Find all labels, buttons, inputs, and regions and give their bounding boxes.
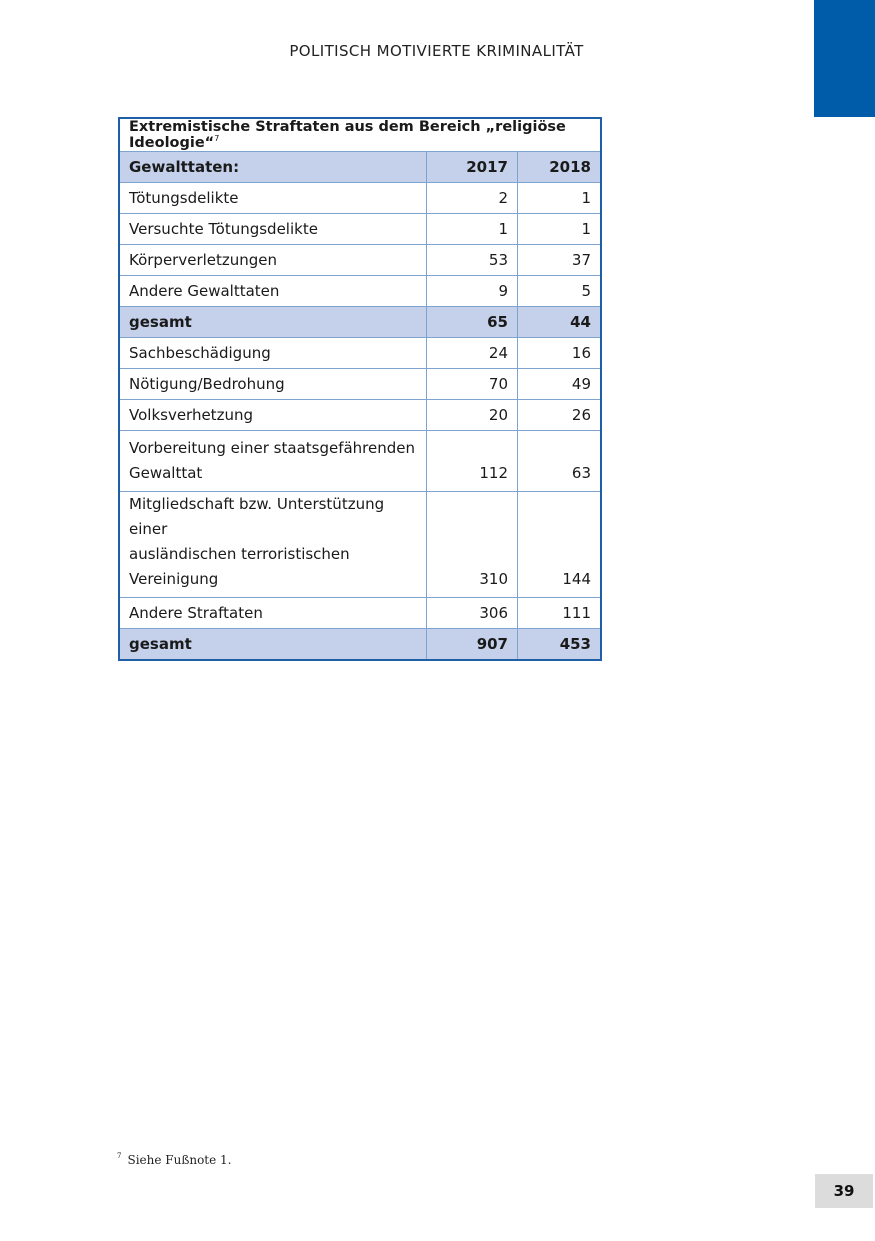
- row-label-line: ausländischen terroristischen Vereinigung: [129, 545, 350, 588]
- row-label: Andere Gewalttaten: [119, 276, 427, 307]
- value-2017: 53: [427, 245, 518, 276]
- value-2018: 16: [518, 338, 602, 369]
- row-label: Nötigung/Bedrohung: [119, 369, 427, 400]
- value-2017: 306: [427, 598, 518, 629]
- table-header-row: [119, 152, 601, 183]
- row-label-line: Vorbereitung einer staatsgefährenden: [129, 439, 416, 457]
- table-row: [119, 369, 601, 400]
- value-2018: 26: [518, 400, 602, 431]
- table-title-row: [119, 118, 601, 152]
- table-row: [119, 431, 601, 492]
- value-2018: 49: [518, 369, 602, 400]
- row-label-line: Mitgliedschaft bzw. Unterstützung einer: [129, 495, 385, 538]
- footnote-text: Siehe Fußnote 1.: [127, 1153, 232, 1167]
- row-label: Andere Straftaten: [119, 598, 427, 629]
- running-header: POLITISCH MOTIVIERTE KRIMINALITÄT: [289, 42, 584, 60]
- value-2017: 1: [427, 214, 518, 245]
- column-header-2017: 2017: [427, 152, 518, 183]
- value-2017: 70: [427, 369, 518, 400]
- value-2017: 112: [427, 431, 518, 492]
- value-2018: 111: [518, 598, 602, 629]
- value-2018: 37: [518, 245, 602, 276]
- row-label-line: Gewalttat: [129, 464, 203, 482]
- table-row: [119, 492, 601, 598]
- row-label: Versuchte Tötungsdelikte: [119, 214, 427, 245]
- column-header-2018: 2018: [518, 152, 602, 183]
- value-2018: 144: [518, 492, 602, 598]
- table-row: [119, 338, 601, 369]
- value-2017: 20: [427, 400, 518, 431]
- table-row: [119, 276, 601, 307]
- page-number: 39: [815, 1174, 873, 1208]
- table-row: [119, 214, 601, 245]
- footnote-marker: 7: [117, 1152, 122, 1160]
- value-2017: 310: [427, 492, 518, 598]
- row-label: Körperverletzungen: [119, 245, 427, 276]
- value-2017: 9: [427, 276, 518, 307]
- value-2018: 1: [518, 183, 602, 214]
- subtotal-row: [119, 307, 601, 338]
- column-header-label: Gewalttaten:: [119, 152, 427, 183]
- table-title-text: Extremistische Straftaten aus dem Bereich „religiöse Ideologie“: [129, 119, 566, 151]
- row-label: [119, 492, 427, 598]
- value-2018: 44: [518, 307, 602, 338]
- value-2017: 24: [427, 338, 518, 369]
- table-row: [119, 245, 601, 276]
- value-2018: 1: [518, 214, 602, 245]
- row-label: Tötungsdelikte: [119, 183, 427, 214]
- row-label: [119, 431, 427, 492]
- table-title: [119, 118, 601, 152]
- value-2017: 2: [427, 183, 518, 214]
- statistics-table: [118, 117, 602, 661]
- footnote-reference[interactable]: 7: [214, 134, 220, 143]
- row-label: Sachbeschädigung: [119, 338, 427, 369]
- value-2018: 453: [518, 629, 602, 661]
- row-label: Volksverhetzung: [119, 400, 427, 431]
- footnote: [117, 1153, 231, 1167]
- table-row: [119, 183, 601, 214]
- value-2017: 907: [427, 629, 518, 661]
- value-2018: 63: [518, 431, 602, 492]
- table-row: [119, 598, 601, 629]
- value-2017: 65: [427, 307, 518, 338]
- table-row: [119, 400, 601, 431]
- total-row: [119, 629, 601, 661]
- row-label: gesamt: [119, 307, 427, 338]
- value-2018: 5: [518, 276, 602, 307]
- row-label: gesamt: [119, 629, 427, 661]
